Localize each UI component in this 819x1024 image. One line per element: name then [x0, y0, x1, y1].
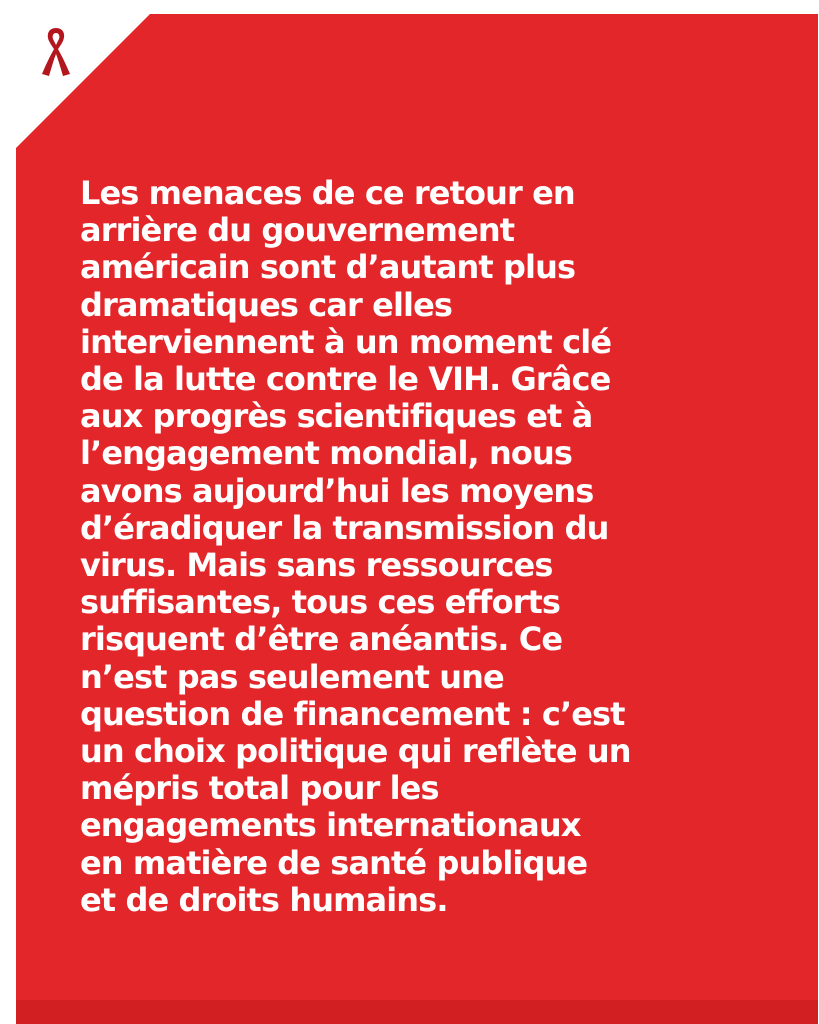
awareness-ribbon-icon	[40, 26, 72, 76]
body-text: Les menaces de ce retour en arrière du gouvernement américain sont d’autant plus dramatiques car elles interviennent à un moment clé de la lutte contre le VIH. Grâce aux progrès scientifiques et à l’engagement mondial, nous avons aujourd’hui les moyens d’éradiquer la transmission du virus. Mais sans ressources suffisantes, tous ces efforts risquent d’être anéantis. Ce n’est pas seulement une question de financement : c’est un choix politique qui reflète un mépris total pour les engagements internationaux en matière de santé publique et de droits humains.	[80, 174, 631, 919]
bottom-band	[16, 1000, 818, 1024]
